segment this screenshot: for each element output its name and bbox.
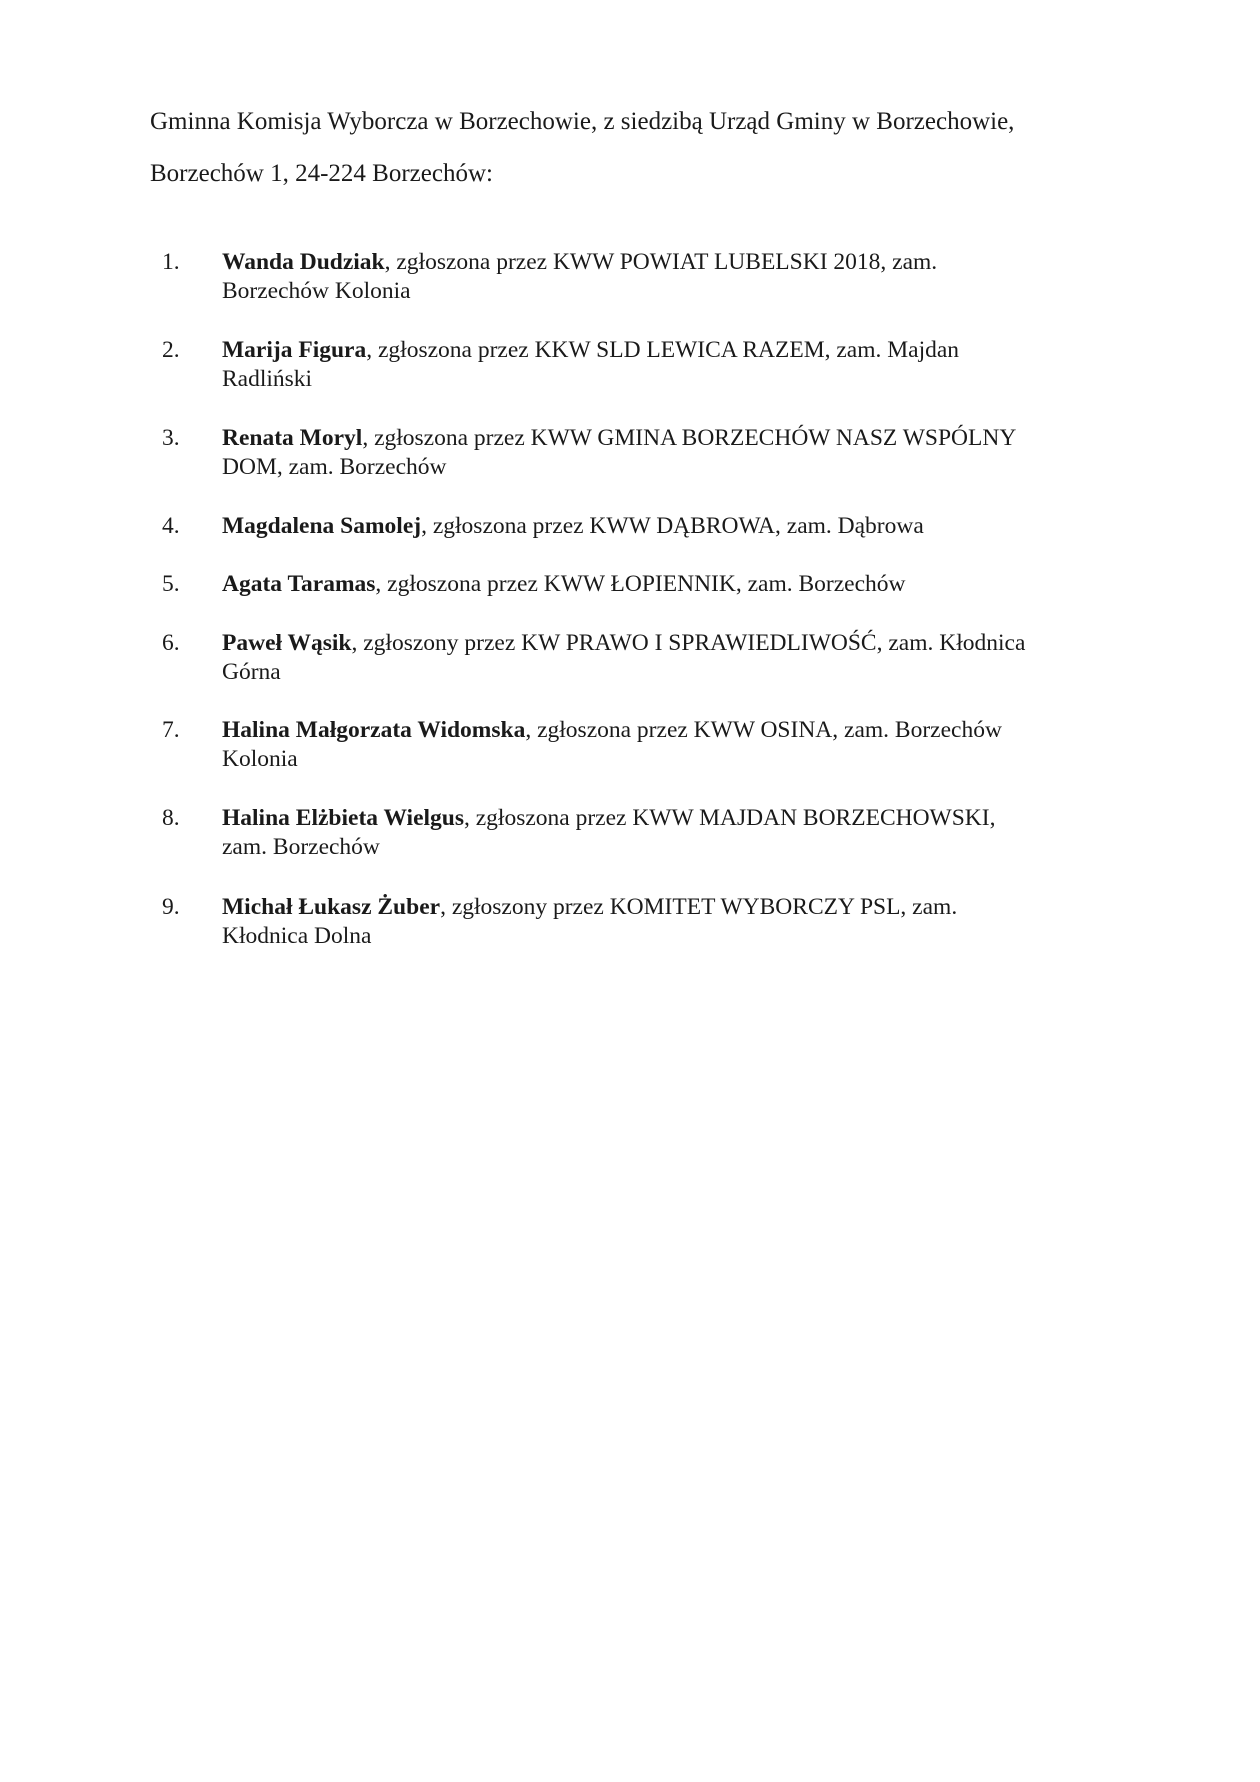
intro-line-2: Borzechów 1, 24-224 Borzechów: (150, 160, 493, 187)
member-name: Wanda Dudziak (222, 249, 385, 275)
member-details: , zgłoszona przez KWW ŁOPIENNIK, zam. Borzechów (375, 571, 906, 597)
member-details: , zgłoszona przez KWW POWIAT LUBELSKI 2018, zam. (384, 249, 938, 275)
item-number: 5. (162, 571, 180, 597)
member-details-line-2: Górna (222, 659, 281, 685)
member-name: Halina Małgorzata Widomska (222, 717, 526, 743)
item-number: 9. (162, 894, 180, 920)
item-number: 6. (162, 630, 180, 656)
member-details: , zgłoszona przez KWW DĄBROWA, zam. Dąbrowa (421, 513, 924, 539)
member-name: Michał Łukasz Żuber (222, 894, 441, 920)
member-details: , zgłoszona przez KWW OSINA, zam. Borzechów (525, 717, 1002, 743)
item-number: 2. (162, 337, 180, 363)
intro-line-1: Gminna Komisja Wyborcza w Borzechowie, z siedzibą Urząd Gminy w Borzechowie, (150, 108, 1015, 135)
member-details: , zgłoszona przez KWW GMINA BORZECHÓW NASZ WSPÓLNY (362, 425, 1017, 451)
item-number: 8. (162, 805, 180, 831)
member-name: Magdalena Samolej (222, 513, 422, 539)
member-details-line-2: Kłodnica Dolna (222, 923, 372, 949)
member-name: Renata Moryl (222, 425, 363, 451)
member-details: , zgłoszona przez KWW MAJDAN BORZECHOWSKI, (464, 805, 996, 831)
item-number: 4. (162, 513, 180, 539)
member-details-line-2: Kolonia (222, 746, 298, 772)
item-number: 1. (162, 249, 180, 275)
member-name: Halina Elżbieta Wielgus (222, 805, 464, 831)
item-number: 3. (162, 425, 180, 451)
member-details: , zgłoszona przez KKW SLD LEWICA RAZEM, zam. Majdan (366, 337, 960, 363)
member-name: Paweł Wąsik (222, 630, 352, 656)
member-details-line-2: Borzechów Kolonia (222, 278, 411, 304)
member-details: , zgłoszony przez KW PRAWO I SPRAWIEDLIWOŚĆ, zam. Kłodnica (351, 630, 1026, 656)
intro-paragraph (150, 96, 1160, 200)
member-details: , zgłoszony przez KOMITET WYBORCZY PSL, zam. (440, 894, 958, 920)
member-name: Marija Figura (222, 337, 367, 363)
member-details-line-2: DOM, zam. Borzechów (222, 454, 447, 480)
member-name: Agata Taramas (222, 571, 376, 597)
item-number: 7. (162, 717, 180, 743)
member-details-line-2: Radliński (222, 366, 313, 392)
member-details-line-2: zam. Borzechów (222, 834, 380, 860)
